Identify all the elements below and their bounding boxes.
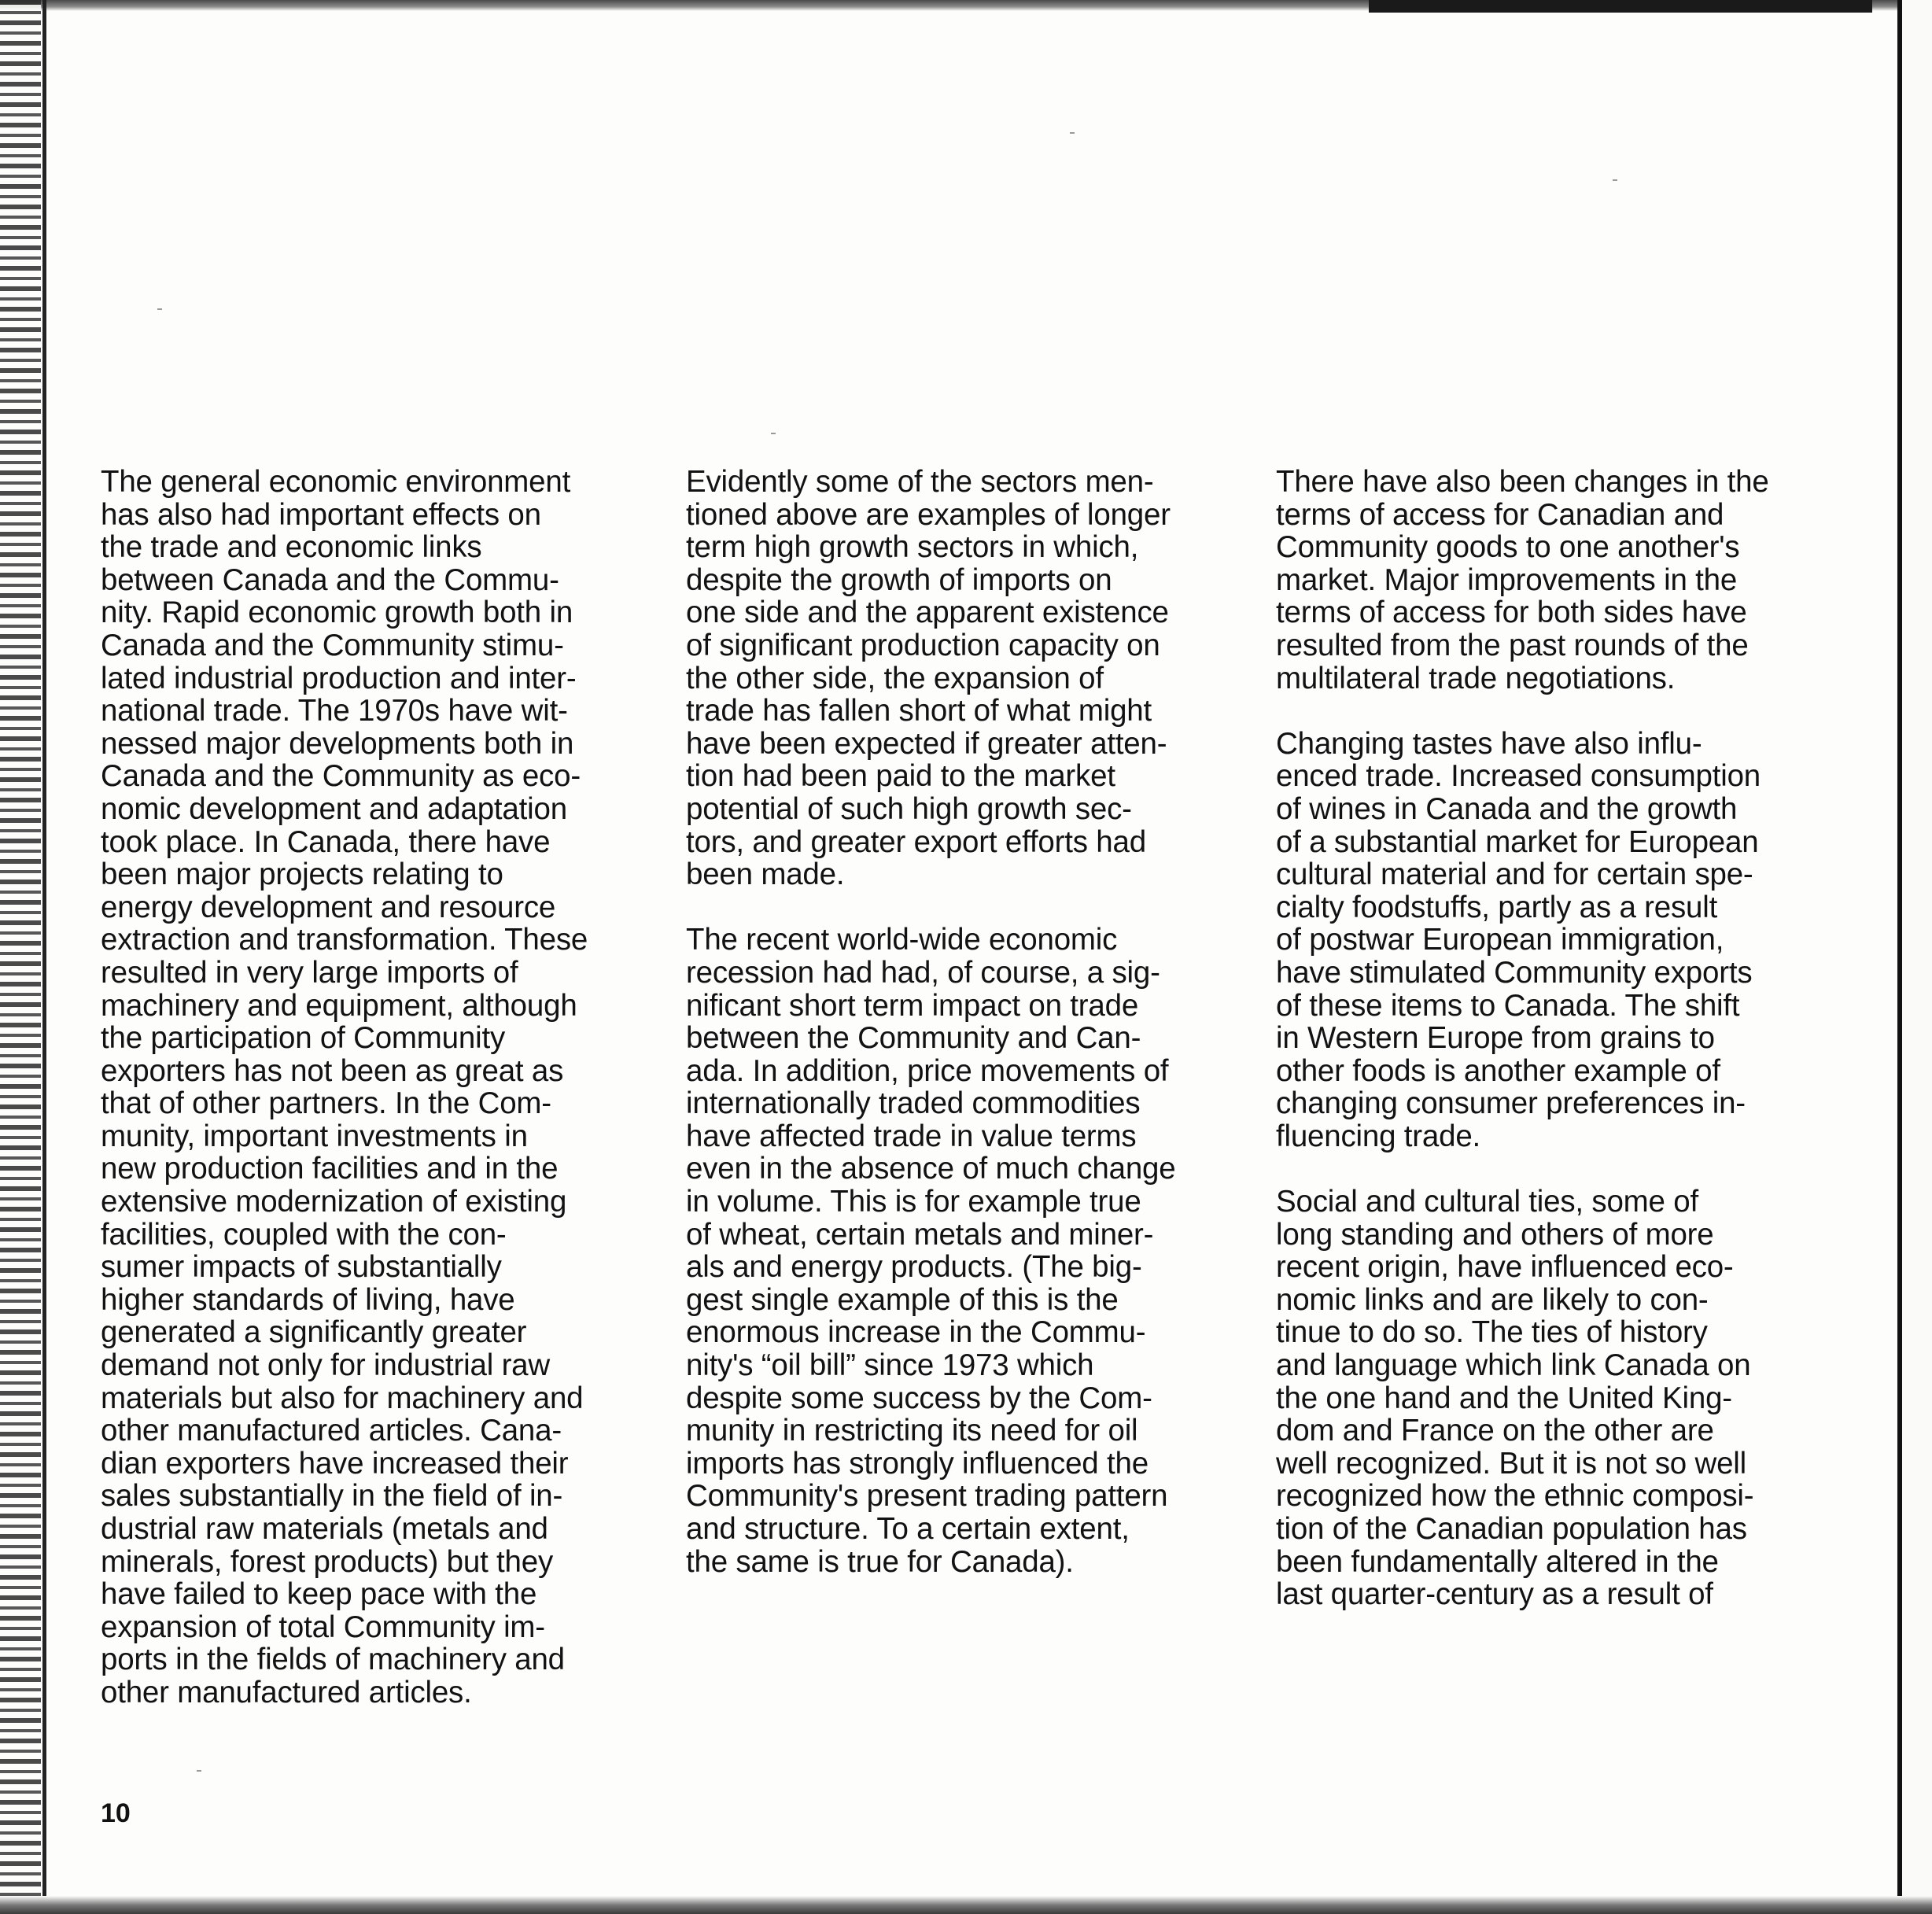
text-line: nomic development and adaptation [101, 791, 567, 826]
text-line: cialty foodstuffs, partly as a result [1276, 890, 1718, 924]
text-line: been made. [686, 857, 845, 892]
text-line: despite some success by the Com- [686, 1381, 1152, 1415]
text-line: nity. Rapid economic growth both in [101, 596, 573, 630]
text-line: machinery and equipment, although [101, 988, 577, 1023]
text-line: resulted from the past rounds of the [1276, 628, 1749, 662]
text-line: recession had had, of course, a sig- [686, 955, 1160, 990]
paragraph [1276, 728, 1811, 1153]
text-line: sumer impacts of substantially [101, 1250, 502, 1285]
text-line: have failed to keep pace with the [101, 1577, 537, 1612]
text-line: recent origin, have influenced eco- [1276, 1250, 1734, 1285]
text-line: have stimulated Community exports [1276, 955, 1753, 990]
text-line: changing consumer preferences in- [1276, 1086, 1746, 1121]
text-line: have been expected if greater atten- [686, 726, 1167, 761]
scan-speck [157, 308, 162, 310]
text-line: lated industrial production and inter- [101, 661, 577, 695]
text-line: generated a significantly greater [101, 1315, 527, 1350]
text-line: the other side, the expansion of [686, 661, 1104, 695]
text-line: trade has fallen short of what might [686, 694, 1152, 728]
text-line: potential of such high growth sec- [686, 791, 1132, 826]
text-line: There have also been changes in the [1276, 465, 1769, 499]
text-line: munity, important investments in [101, 1119, 528, 1153]
text-line: nomic links and are likely to con- [1276, 1282, 1709, 1317]
paragraph [1276, 466, 1811, 695]
text-line: long standing and others of more [1276, 1217, 1714, 1252]
text-line: energy development and resource [101, 890, 556, 924]
text-line: munity in restricting its need for oil [686, 1414, 1138, 1448]
text-line: Canada and the Community as eco- [101, 759, 581, 794]
text-line: one side and the apparent existence [686, 596, 1169, 630]
text-line: nificant short term impact on trade [686, 988, 1139, 1023]
text-column-3 [1276, 466, 1811, 1643]
text-line: has also had important effects on [101, 497, 541, 532]
text-line: Community goods to one another's [1276, 530, 1740, 565]
text-line: other manufactured articles. [101, 1675, 472, 1709]
text-line: Canada and the Community stimu- [101, 628, 564, 662]
text-line: tioned above are examples of longer [686, 497, 1171, 532]
paragraph [101, 466, 636, 1709]
text-line: of a substantial market for European [1276, 824, 1759, 859]
text-line: other foods is another example of [1276, 1053, 1720, 1088]
text-line: nessed major developments both in [101, 726, 574, 761]
scan-bottom-edge [0, 1896, 1932, 1914]
text-line: Changing tastes have also influ- [1276, 726, 1702, 761]
text-line: facilities, coupled with the con- [101, 1217, 507, 1252]
text-line: the same is true for Canada). [686, 1544, 1074, 1579]
text-line: fluencing trade. [1276, 1119, 1481, 1153]
text-line: minerals, forest products) but they [101, 1544, 554, 1579]
text-line: extensive modernization of existing [101, 1185, 567, 1219]
text-line: new production facilities and in the [101, 1152, 559, 1186]
text-line: dom and France on the other are [1276, 1414, 1714, 1448]
text-line: term high growth sectors in which, [686, 530, 1139, 565]
text-line: terms of access for Canadian and [1276, 497, 1724, 532]
scan-speck [197, 1770, 201, 1772]
text-line: of postwar European immigration, [1276, 923, 1724, 957]
text-line: despite the growth of imports on [686, 562, 1112, 597]
text-line: last quarter-century as a result of [1276, 1577, 1713, 1612]
text-line: enormous increase in the Commu- [686, 1315, 1146, 1350]
text-line: gest single example of this is the [686, 1282, 1119, 1317]
text-line: demand not only for industrial raw [101, 1348, 551, 1383]
text-line: exporters has not been as great as [101, 1053, 564, 1088]
text-line: ports in the fields of machinery and [101, 1643, 565, 1677]
text-line: The recent world-wide economic [686, 923, 1118, 957]
text-line: internationally traded commodities [686, 1086, 1141, 1121]
paragraph [1276, 1186, 1811, 1611]
text-line: tion of the Canadian population has [1276, 1512, 1747, 1546]
text-line: ada. In addition, price movements of [686, 1053, 1169, 1088]
paragraph [686, 924, 1221, 1578]
text-line: been fundamentally altered in the [1276, 1544, 1719, 1579]
scan-top-dark-mark [1369, 0, 1872, 13]
scan-speck [1613, 179, 1617, 181]
text-line: the participation of Community [101, 1021, 505, 1056]
text-line: in Western Europe from grains to [1276, 1021, 1715, 1056]
text-line: sales substantially in the field of in- [101, 1479, 563, 1514]
text-line: expansion of total Community im- [101, 1610, 545, 1644]
text-line: tors, and greater export efforts had [686, 824, 1146, 859]
text-line: extraction and transformation. These [101, 923, 588, 957]
scan-speck [1070, 132, 1075, 134]
text-line: and structure. To a certain extent, [686, 1512, 1130, 1546]
scan-speck [771, 433, 776, 434]
text-line: cultural material and for certain spe- [1276, 857, 1753, 892]
text-line: Evidently some of the sectors men- [686, 465, 1154, 499]
text-line: even in the absence of much change [686, 1152, 1176, 1186]
text-line: well recognized. But it is not so well [1276, 1446, 1746, 1481]
text-line: dustrial raw materials (metals and [101, 1512, 548, 1546]
page-number: 10 [101, 1798, 131, 1828]
text-line: higher standards of living, have [101, 1282, 515, 1317]
text-line: the one hand and the United King- [1276, 1381, 1732, 1415]
text-line: other manufactured articles. Cana- [101, 1414, 562, 1448]
text-line: nity's “oil bill” since 1973 which [686, 1348, 1094, 1383]
binding-line [42, 0, 46, 1914]
text-column-2 [686, 466, 1221, 1611]
text-line: of significant production capacity on [686, 628, 1160, 662]
text-line: imports has strongly influenced the [686, 1446, 1149, 1481]
text-line: market. Major improvements in the [1276, 562, 1738, 597]
binding-edge [0, 0, 41, 1914]
text-line: the trade and economic links [101, 530, 482, 565]
text-line: between Canada and the Commu- [101, 562, 559, 597]
text-line: recognized how the ethnic composi- [1276, 1479, 1754, 1514]
text-line: of these items to Canada. The shift [1276, 988, 1740, 1023]
text-line: terms of access for both sides have [1276, 596, 1747, 630]
text-line: materials but also for machinery and [101, 1381, 584, 1415]
text-line: have affected trade in value terms [686, 1119, 1137, 1153]
text-line: took place. In Canada, there have [101, 824, 551, 859]
text-line: of wines in Canada and the growth [1276, 791, 1738, 826]
text-line: between the Community and Can- [686, 1021, 1141, 1056]
text-line: The general economic environment [101, 465, 571, 499]
page-right-margin [1902, 0, 1932, 1914]
text-line: that of other partners. In the Com- [101, 1086, 551, 1121]
text-line: dian exporters have increased their [101, 1446, 569, 1481]
text-column-1 [101, 466, 636, 1742]
text-line: been major projects relating to [101, 857, 503, 892]
text-line: multilateral trade negotiations. [1276, 661, 1676, 695]
text-line: enced trade. Increased consumption [1276, 759, 1761, 794]
text-line: national trade. The 1970s have wit- [101, 694, 568, 728]
text-line: Social and cultural ties, some of [1276, 1185, 1698, 1219]
text-line: tion had been paid to the market [686, 759, 1115, 794]
text-line: of wheat, certain metals and miner- [686, 1217, 1154, 1252]
text-line: tinue to do so. The ties of history [1276, 1315, 1708, 1350]
text-line: Community's present trading pattern [686, 1479, 1168, 1514]
text-line: in volume. This is for example true [686, 1185, 1141, 1219]
paragraph [686, 466, 1221, 891]
text-line: als and energy products. (The big- [686, 1250, 1142, 1285]
text-line: and language which link Canada on [1276, 1348, 1751, 1383]
text-line: resulted in very large imports of [101, 955, 518, 990]
